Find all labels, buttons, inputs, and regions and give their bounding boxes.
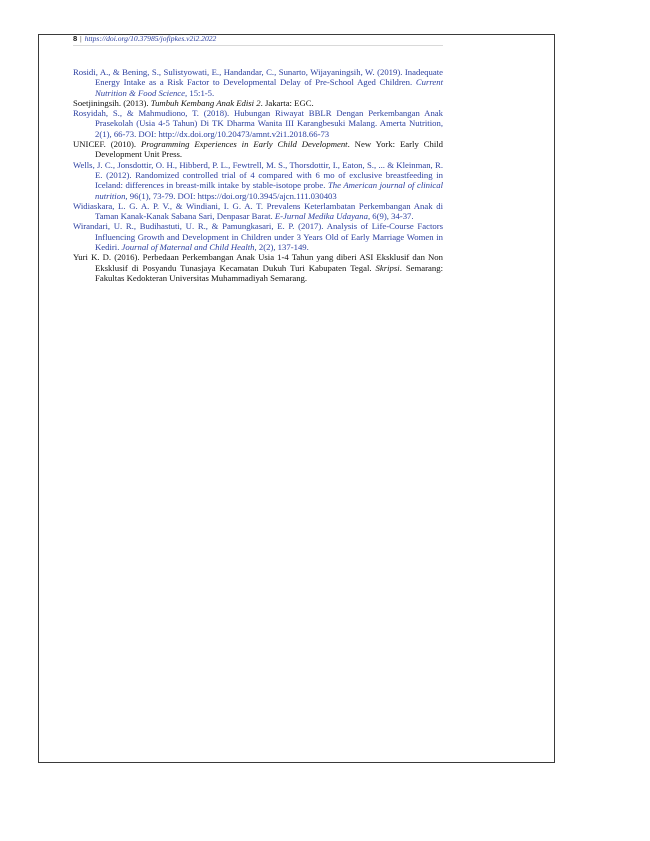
reference-item: Soetjiningsih. (2013). Tumbuh Kembang Anak Edisi 2. Jakarta: EGC.: [73, 97, 314, 108]
reference-item[interactable]: Wells, J. C., Jonsdottir, O. H., Hibberd, P. L., Fewtrell, M. S., Thorsdottir, I., Eaton, S., ... & Kleinman, R. E. (2012). Randomized controlled trial of 4 compared with 6 mo of exclusive breastfeeding in Iceland: differences in breast-milk intake by stable-isotope probe. The American journal of clinical nutrition, 96(1), 73-79. DOI: https://doi.org/10.3945/ajcn.111.030403: [73, 159, 444, 201]
reference-item: UNICEF. (2010). Programming Experiences in Early Child Development. New York: Early Child Development Unit Press.: [73, 139, 444, 160]
reference-item[interactable]: Rosidi, A., & Bening, S., Sulistyowati, E., Handandar, C., Sunarto, Wijayaningsih, W. (2019). Inadequate Energy Intake as a Risk Factor to Developmental Delay of Pre-School Aged Children. Current Nutrition & Food Science, 15:1-5.: [73, 67, 444, 98]
reference-item[interactable]: Widiaskara, L. G. A. P. V., & Windiani, I. G. A. T. Prevalens Keterlambatan Perkembangan Anak di Taman Kanak-Kanak Sabana Sari, Denpasar Barat. E-Jurnal Medika Udayana, 6(9), 34-37.: [73, 200, 443, 222]
header-separator: |: [80, 34, 82, 43]
reference-item: Yuri K. D. (2016). Perbedaan Perkembangan Anak Usia 1-4 Tahun yang diberi ASI Eksklusif dan Non Eksklusif di Posyandu Tunasjaya Kecamatan Dukuh Turi Kabupaten Tegal. Skripsi. Semarang: Fakultas Kedokteran Universitas Muhammadiyah Semarang.: [73, 252, 443, 283]
header-doi-link[interactable]: https://doi.org/10.37985/jofipkes.v2i2.2022: [84, 34, 217, 43]
page-header: [73, 34, 443, 46]
reference-item[interactable]: Wirandari, U. R., Budihastuti, U. R., & Pamungkasari, E. P. (2017). Analysis of Life-Course Factors Influencing Growth and Development in Children under 3 Years Old of Early Marriage Women in Kediri. Journal of Maternal and Child Health, 2(2), 137-149.: [73, 221, 443, 253]
page-number: 8: [73, 34, 78, 43]
reference-item[interactable]: Rosyidah, S., & Mahmudiono, T. (2018). Hubungan Riwayat BBLR Dengan Perkembangan Anak Prasekolah (Usia 4-5 Tahun) Di TK Dharma Wanita III Karangbesuki Malang. Amerta Nutrition, 2(1), 66-73. DOI: http://dx.doi.org/10.20473/amnt.v2i1.2018.66-73: [73, 108, 443, 139]
reference-list: [73, 67, 443, 283]
